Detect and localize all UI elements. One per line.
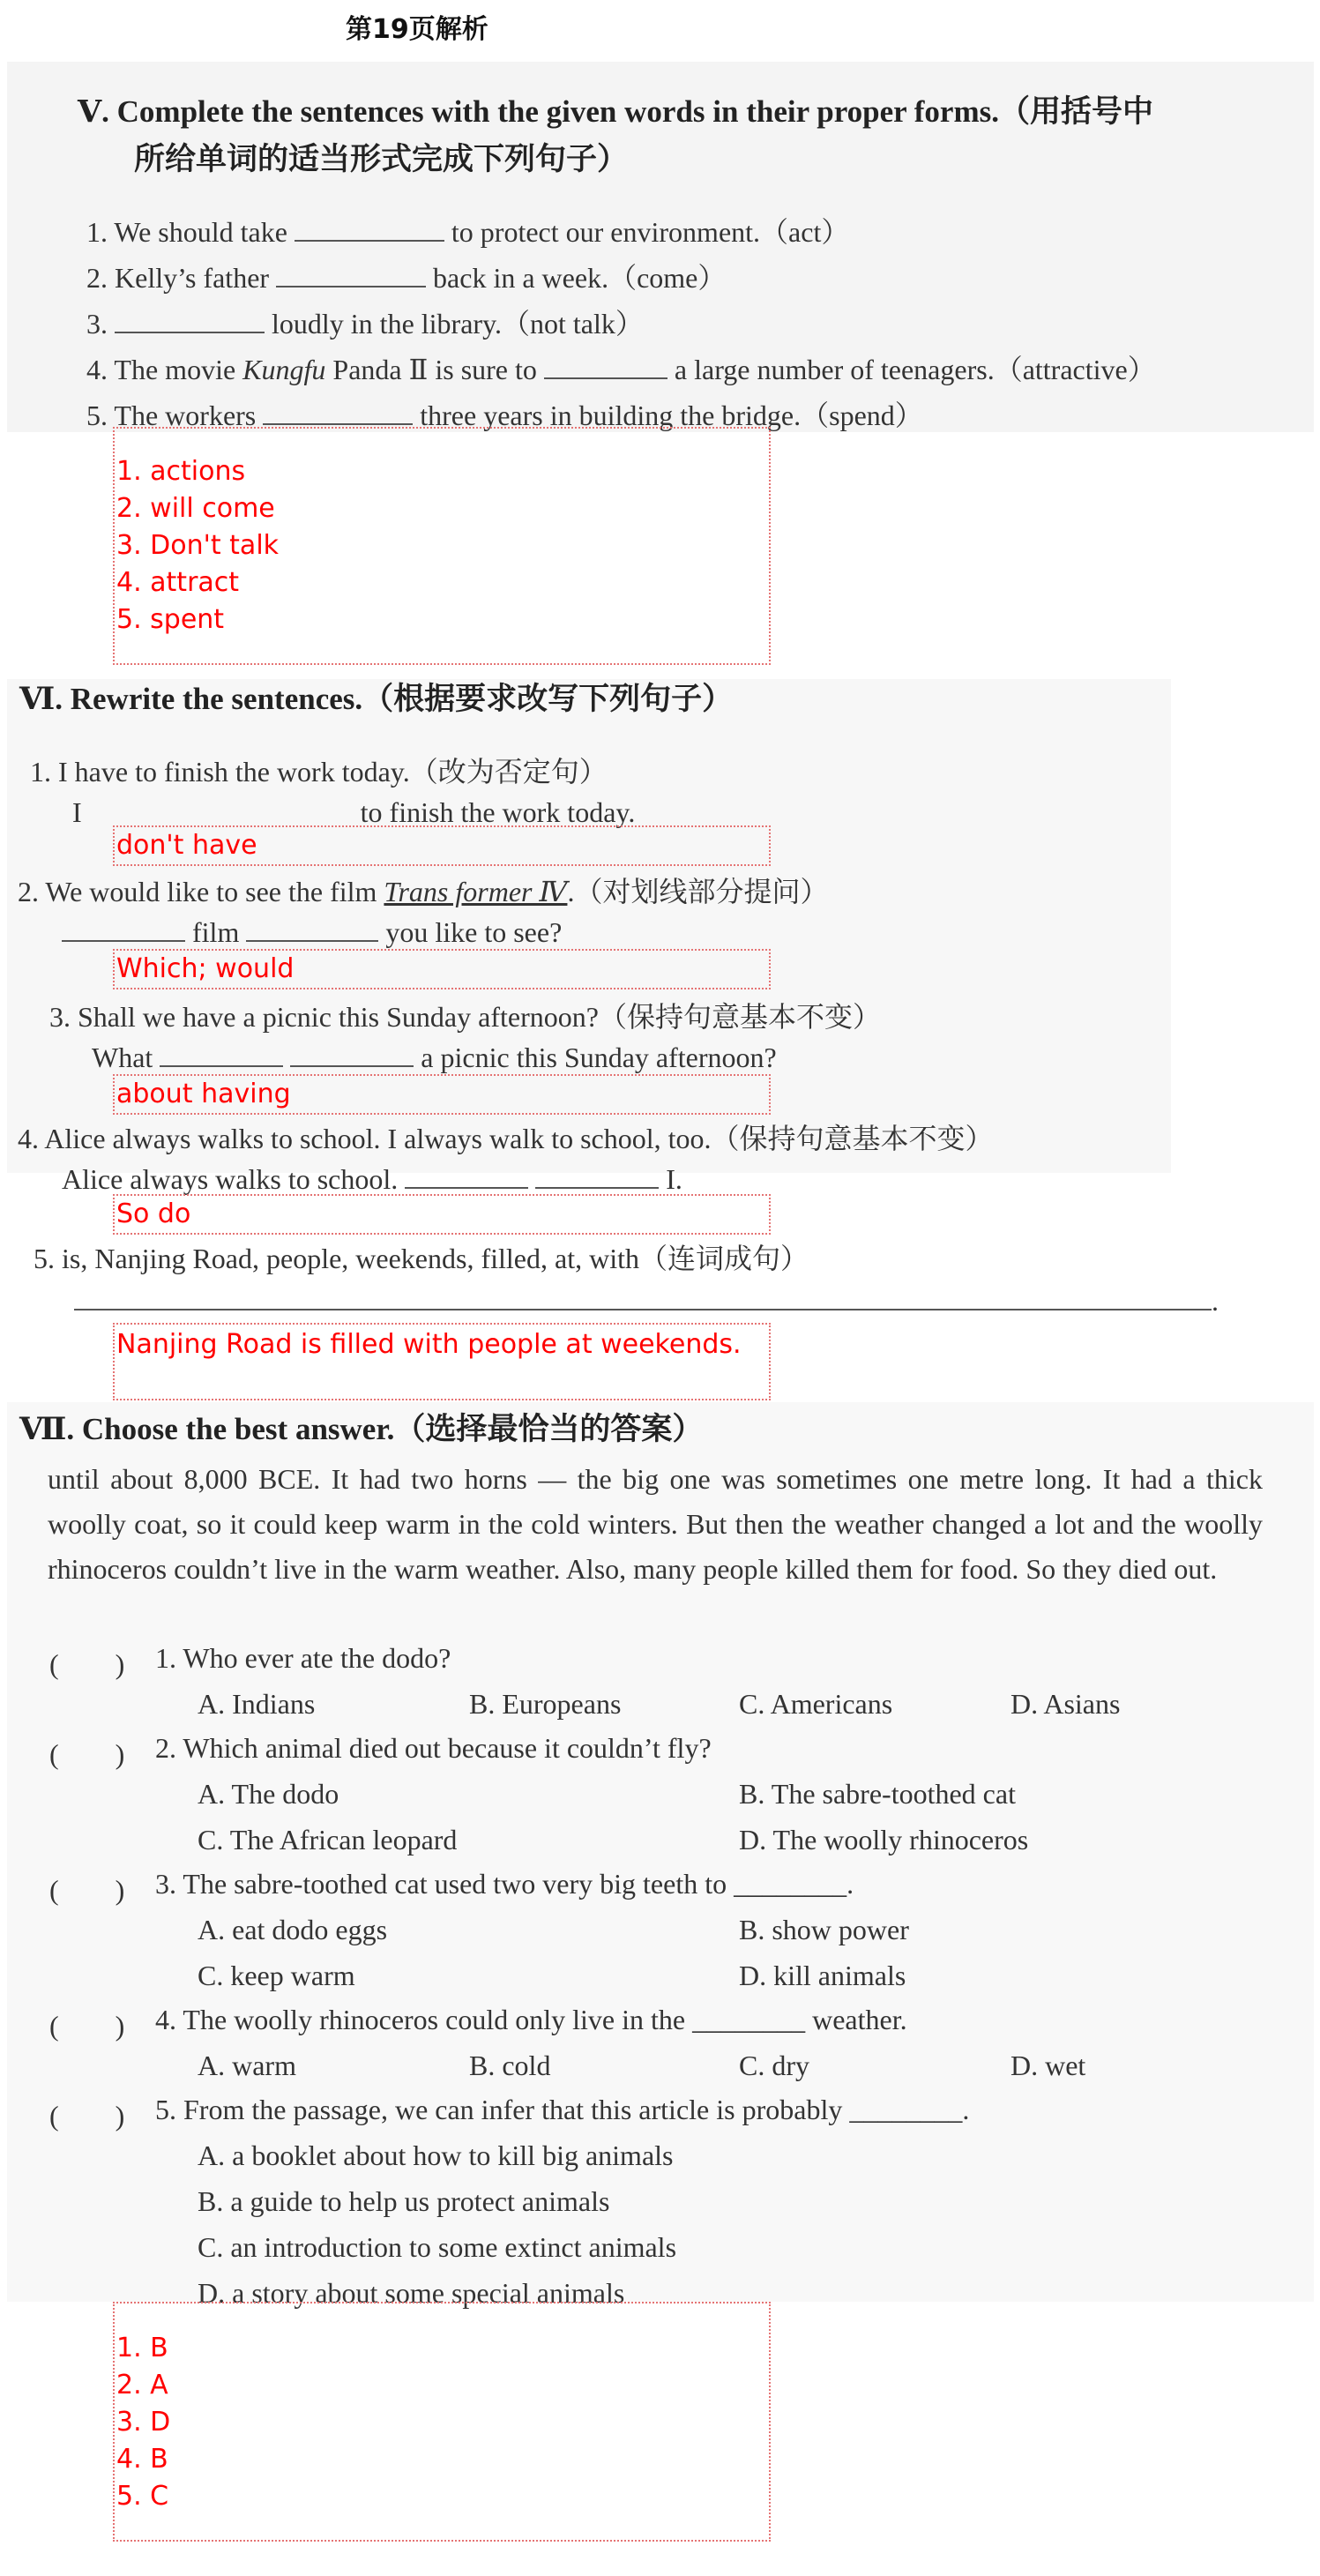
page-title: 第19页解析 — [346, 14, 488, 45]
s7-q4-opt-d: D. wet — [1011, 2050, 1086, 2081]
s5-answer-3: 3. Don't talk — [116, 530, 280, 561]
s7-q3: 3. The sabre-toothed cat used two very big teeth to ________. — [155, 1868, 854, 1900]
s6-q2-fill-mid: film — [192, 916, 240, 948]
s5-item-1-post: to protect our environment.（act） — [451, 216, 850, 248]
s6-q2-line — [18, 870, 828, 910]
s5-item-5-pre: 5. The workers — [86, 399, 257, 431]
s6-q4-fill-post: I. — [666, 1163, 682, 1195]
s5-item-4-mid: Panda Ⅱ is sure to — [332, 354, 537, 385]
s6-q4-answer-box — [113, 1194, 771, 1235]
s7-answer-1: 1. B — [116, 2333, 168, 2363]
s7-answer-4: 4. B — [116, 2444, 168, 2475]
s5-item-4-post: a large number of teenagers.（attractive） — [674, 354, 1156, 385]
s5-item-2 — [86, 256, 726, 296]
s7-answer-2: 2. A — [116, 2370, 168, 2401]
s6-q2-blank-2 — [246, 915, 378, 942]
s6-q5-fill-end: . — [1212, 1285, 1219, 1317]
s6-q5-answer-box — [113, 1323, 771, 1400]
s5-item-5-post: three years in building the bridge.（spend） — [420, 399, 923, 431]
s6-q1-line: 1. I have to finish the work today.（改为否定句） — [30, 756, 608, 788]
s5-item-2-blank — [276, 261, 426, 287]
section7-heading: Ⅶ. Choose the best answer.（选择最恰当的答案） — [19, 1412, 704, 1446]
s5-answer-box — [113, 427, 771, 665]
s7-q4: 4. The woolly rhinoceros could only live in the ________ weather. — [155, 2004, 907, 2035]
s5-item-3-pre: 3. — [86, 308, 108, 340]
s6-q2-blank-1 — [62, 915, 185, 942]
s5-item-3-blank — [115, 307, 265, 333]
s7-q4-opt-b: B. cold — [469, 2050, 551, 2081]
s7-q3-opt-a: A. eat dodo eggs — [198, 1914, 388, 1945]
s6-q2-fill — [62, 915, 562, 949]
s7-q5-paren: ( ) — [49, 2100, 125, 2132]
s5-item-1 — [86, 210, 849, 250]
s7-answer-3: 3. D — [116, 2407, 171, 2438]
s6-q2-post: .（对划线部分提问） — [567, 876, 829, 907]
s6-q1-answer-box — [113, 825, 771, 866]
s6-q3-fill-pre: What — [92, 1042, 153, 1073]
section5-heading-line1: Ⅴ. Complete the sentences with the given words in their proper forms.（用括号中 — [78, 94, 1153, 129]
s6-q3-line: 3. Shall we have a picnic this Sunday afternoon?（保持句意基本不变） — [49, 1001, 881, 1033]
s6-q1-answer: don't have — [116, 830, 257, 861]
s6-q1-blank — [89, 795, 354, 822]
s5-item-4-italic: Kungfu — [242, 354, 326, 385]
s5-item-4 — [86, 347, 1156, 388]
s6-q1-fill — [72, 795, 635, 829]
s7-q5-opt-b: B. a guide to help us protect animals — [198, 2185, 610, 2217]
s5-item-2-post: back in a week.（come） — [433, 262, 727, 294]
s5-item-5-blank — [263, 399, 413, 425]
s7-answer-5: 5. C — [116, 2481, 169, 2512]
s6-q5-answer: Nanjing Road is filled with people at weekends. — [116, 1329, 742, 1360]
s5-answer-1: 1. actions — [116, 456, 246, 487]
s6-q3-blank-2 — [290, 1041, 414, 1067]
s7-q2-opt-d: D. The woolly rhinoceros — [739, 1824, 1029, 1855]
s6-q3-fill-post: a picnic this Sunday afternoon? — [421, 1042, 777, 1073]
s7-q3-opt-d: D. kill animals — [739, 1960, 906, 1991]
s5-item-1-blank — [295, 215, 444, 242]
s6-q3-answer-box — [113, 1074, 771, 1115]
section5-heading-line2: 所给单词的适当形式完成下列句子） — [134, 142, 629, 176]
s6-q3-answer: about having — [116, 1079, 291, 1109]
s7-q4-paren: ( ) — [49, 2010, 125, 2042]
s5-answer-5: 5. spent — [116, 604, 225, 635]
s5-item-4-blank — [544, 353, 667, 379]
s7-q4-opt-c: C. dry — [739, 2050, 809, 2081]
s6-q5-blank — [74, 1284, 1212, 1310]
s7-passage: until about 8,000 BCE. It had two horns — the big one was sometimes one metre long. It had a thick woolly coat, so it could keep warm in the cold winters. But then the weather changed a lot and the woolly rhinoceros couldn’t live in the warm weather. Also, many people killed them for food. So they died out. — [48, 1463, 1263, 1585]
s5-item-3-post: loudly in the library.（not talk） — [272, 308, 644, 340]
s6-q4-blank-2 — [535, 1162, 659, 1189]
s6-q3-blank-1 — [160, 1041, 283, 1067]
s7-q5-opt-d: D. a story about some special animals — [198, 2277, 625, 2309]
section6-heading: Ⅵ. Rewrite the sentences.（根据要求改写下列句子） — [19, 682, 734, 716]
s7-q1: 1. Who ever ate the dodo? — [155, 1642, 451, 1674]
s7-answer-box — [113, 2302, 771, 2542]
s6-q2-answer: Which; would — [116, 953, 295, 984]
s7-q1-paren: ( ) — [49, 1648, 125, 1680]
s7-q3-paren: ( ) — [49, 1874, 125, 1906]
s6-q2-fill-post: you like to see? — [385, 916, 563, 948]
s6-q2-pre: 2. We would like to see the film — [18, 876, 377, 907]
s7-q2-paren: ( ) — [49, 1738, 125, 1770]
s6-q1-fill-post: to finish the work today. — [360, 796, 636, 828]
s7-q3-opt-c: C. keep warm — [198, 1960, 355, 1991]
s6-q4-answer: So do — [116, 1198, 191, 1229]
s6-q5-fill — [74, 1284, 1219, 1318]
s5-item-1-pre: 1. We should take — [86, 216, 287, 248]
s6-q5-line: 5. is, Nanjing Road, people, weekends, filled, at, with（连词成句） — [34, 1243, 809, 1274]
s7-q3-opt-b: B. show power — [739, 1914, 909, 1945]
s6-q2-answer-box — [113, 949, 771, 989]
s7-q5-opt-c: C. an introduction to some extinct animals — [198, 2231, 677, 2263]
section5-heading — [78, 88, 1153, 183]
s5-item-3 — [86, 302, 644, 342]
s6-q4-fill-pre: Alice always walks to school. — [62, 1163, 399, 1195]
s7-q2-opt-c: C. The African leopard — [198, 1824, 458, 1855]
s7-q2-opt-a: A. The dodo — [198, 1778, 339, 1810]
s6-q3-fill — [92, 1041, 777, 1074]
s7-q2-opt-b: B. The sabre-toothed cat — [739, 1778, 1016, 1810]
s7-q5: 5. From the passage, we can infer that this article is probably ________. — [155, 2094, 970, 2125]
s5-answer-2: 2. will come — [116, 493, 275, 524]
s6-q2-underlined: Trans former Ⅳ — [384, 876, 568, 907]
s5-item-2-pre: 2. Kelly’s father — [86, 262, 270, 294]
s7-q4-opt-a: A. warm — [198, 2050, 296, 2081]
s5-item-4-pre: 4. The movie — [86, 354, 236, 385]
s7-q1-opt-d: D. Asians — [1011, 1688, 1121, 1720]
s7-q1-opt-a: A. Indians — [198, 1688, 316, 1720]
s6-q4-blank-1 — [405, 1162, 528, 1189]
s7-q2: 2. Which animal died out because it couldn’t fly? — [155, 1732, 712, 1764]
s7-q5-opt-a: A. a booklet about how to kill big animals — [198, 2139, 674, 2171]
s5-answer-4: 4. attract — [116, 567, 240, 598]
s7-q1-opt-b: B. Europeans — [469, 1688, 622, 1720]
s6-q4-line: 4. Alice always walks to school. I always walk to school, too.（保持句意基本不变） — [18, 1123, 994, 1154]
s7-q1-opt-c: C. Americans — [739, 1688, 893, 1720]
s6-q1-fill-pre: I — [72, 796, 82, 828]
s6-q4-fill — [62, 1162, 682, 1196]
